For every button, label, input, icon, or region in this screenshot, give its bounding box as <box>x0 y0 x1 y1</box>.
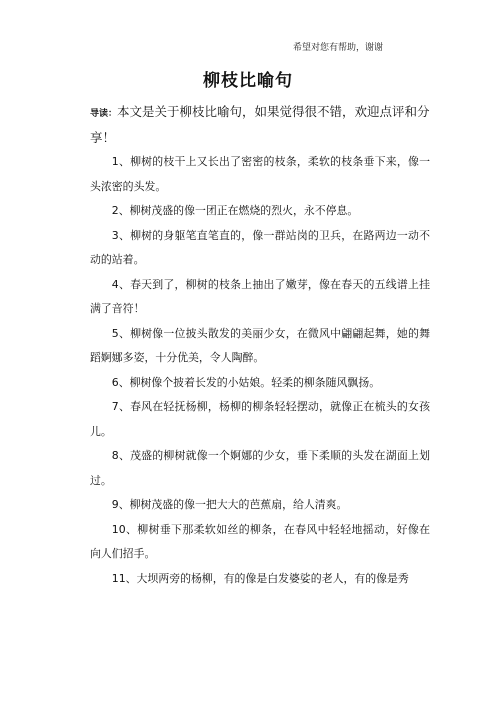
paragraph-10: 10、柳树垂下那柔软如丝的柳条，在春风中轻轻地摇动，好像在向人们招手。 <box>90 522 430 560</box>
intro-text: 本文是关于柳枝比喻句，如果觉得很不错，欢迎点评和分享！ <box>90 104 430 145</box>
paragraph-8: 8、茂盛的柳树就像一个婀娜的少女，垂下柔顺的头发在湖面上划过。 <box>90 449 430 487</box>
paragraph-4: 4、春天到了，柳树的枝条上抽出了嫩芽，像在春天的五线谱上挂满了音符！ <box>90 277 430 315</box>
intro-paragraph <box>90 100 430 149</box>
paragraph-11: 11、大坝两旁的杨柳，有的像是白发婆娑的老人，有的像是秀 <box>111 571 409 585</box>
document-title: 柳枝比喻句 <box>203 71 293 91</box>
paragraph-1: 1、柳树的枝干上又长出了密密的枝条，柔软的枝条垂下来，像一头浓密的头发。 <box>90 155 430 193</box>
body-text <box>90 150 430 591</box>
paragraph-9: 9、柳树茂盛的像一把大大的芭蕉扇，给人清爽。 <box>111 498 348 511</box>
paragraph-6: 6、柳树像个披着长发的小姑娘。轻柔的柳条随风飘扬。 <box>111 375 381 389</box>
paragraph-7: 7、春风在轻抚杨柳，杨柳的柳条轻轻摆动，就像正在梳头的女孩儿。 <box>90 400 430 438</box>
intro-lead-label: 导读： <box>90 109 118 119</box>
paragraph-3: 3、柳树的身躯笔直笔直的，像一群站岗的卫兵，在路两边一动不动的站着。 <box>90 228 430 266</box>
paragraph-5: 5、柳树像一位披头散发的美丽少女，在微风中翩翩起舞，她的舞蹈婀娜多姿，十分优美，令人陶醉。 <box>90 326 430 364</box>
header-note: 希望对您有帮助，谢谢 <box>293 43 384 53</box>
paragraph-2: 2、柳树茂盛的像一团正在燃烧的烈火，永不停息。 <box>111 204 359 217</box>
